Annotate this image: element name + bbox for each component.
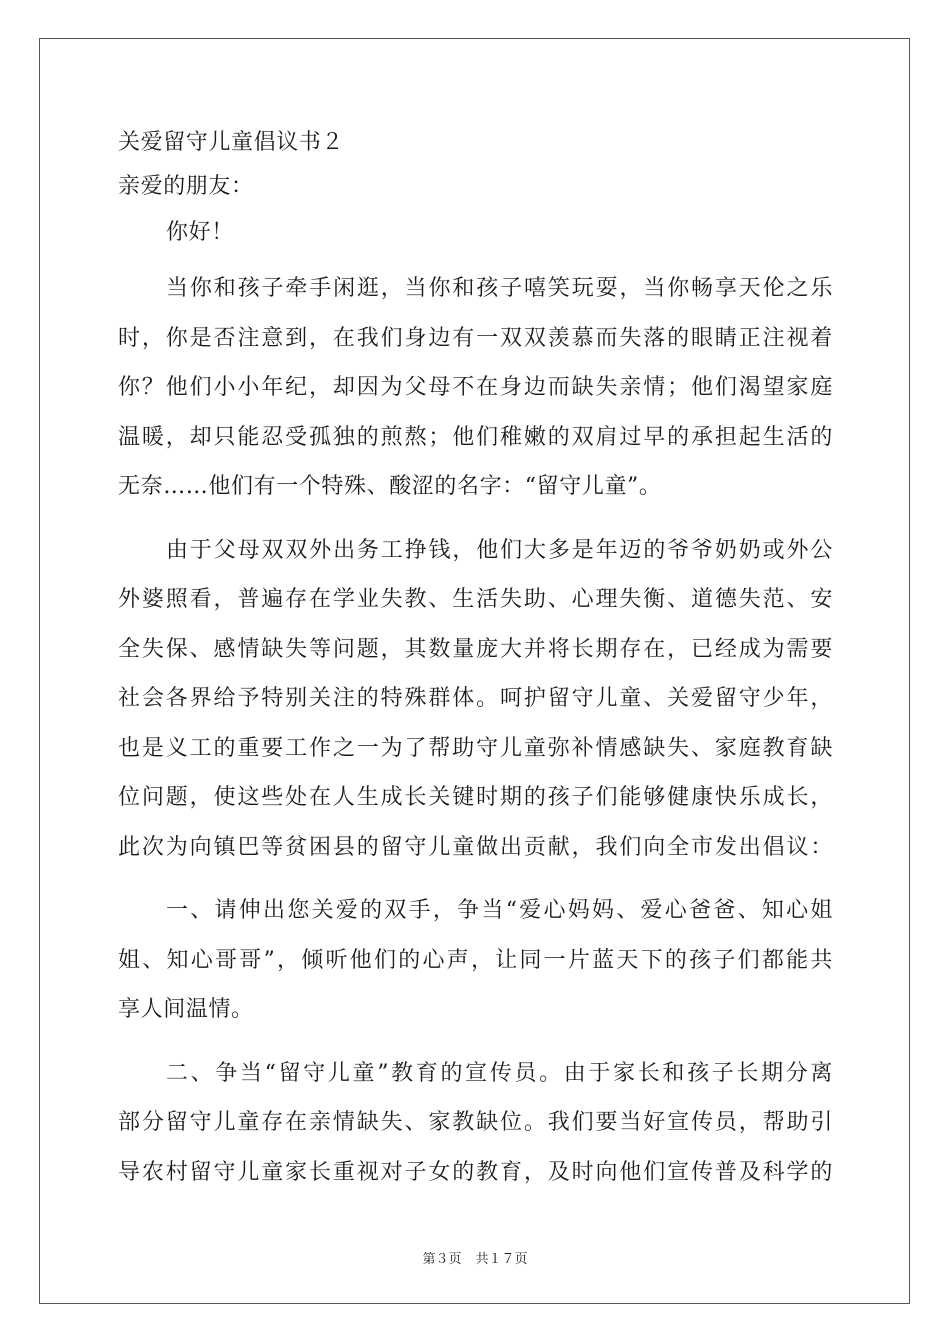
paragraph-line: 二、争当“留守儿童”教育的宣传员。由于家长和孩子长期分离 [166, 1060, 833, 1086]
greeting: 你好！ [166, 220, 234, 245]
paragraph-line: 也是义工的重要工作之一为了帮助守儿童弥补情感缺失、家庭教育缺 [118, 735, 833, 761]
paragraph-line: 部分留守儿童存在亲情缺失、家教缺位。我们要当好宣传员，帮助引 [118, 1110, 833, 1135]
paragraph-line: 一、请伸出您关爱的双手，争当“爱心妈妈、爱心爸爸、知心姐 [166, 898, 833, 923]
paragraph-line: 享人间温情。 [118, 997, 254, 1022]
paragraph-2 [118, 536, 833, 883]
paragraph-line: 无奈……他们有一个特殊、酸涩的名字：“留守儿童”。 [118, 474, 662, 499]
paragraph-line: 导农村留守儿童家长重视对子女的教育，及时向他们宣传普及科学的 [118, 1159, 833, 1185]
paragraph-line: 你？他们小小年纪，却因为父母不在身边而缺失亲情；他们渴望家庭 [118, 375, 833, 400]
paragraph-line: 社会各界给予特别关注的特殊群体。呵护留守儿童、关爱留守少年， [118, 686, 833, 711]
paragraph-line: 温暖，却只能忍受孤独的煎熬；他们稚嫩的双肩过早的承担起生活的 [118, 424, 833, 450]
paragraph-line: 位问题，使这些处在人生成长关键时期的孩子们能够健康快乐成长， [118, 785, 833, 810]
paragraph-line: 全失保、感情缺失等问题，其数量庞大并将长期存在，已经成为需要 [118, 636, 833, 662]
paragraph-line: 时，你是否注意到，在我们身边有一双双羡慕而失落的眼睛正注视着 [118, 325, 833, 351]
paragraph-3 [118, 896, 833, 1045]
page-number: 第３页 [422, 1252, 462, 1267]
page-total: 共１７页 [475, 1252, 528, 1267]
salutation: 亲爱的朋友： [118, 174, 254, 199]
page-footer [0, 1248, 950, 1267]
paragraph-4 [118, 1059, 833, 1208]
paragraph-1 [118, 274, 833, 522]
paragraph-line: 姐、知心哥哥”，倾听他们的心声，让同一片蓝天下的孩子们都能共 [118, 947, 833, 973]
paragraph-line: 此次为向镇巴等贫困县的留守儿童做出贡献，我们向全市发出倡议： [118, 834, 833, 860]
document-title: 关爱留守儿童倡议书２ [118, 130, 345, 155]
paragraph-line: 外婆照看，普遍存在学业失教、生活失助、心理失衡、道德失范、安 [118, 587, 833, 612]
paragraph-line: 当你和孩子牵手闲逛，当你和孩子嘻笑玩耍，当你畅享天伦之乐 [166, 276, 833, 301]
paragraph-line: 由于父母双双外出务工挣钱，他们大多是年迈的爷爷奶奶或外公 [166, 537, 833, 563]
document-body [118, 128, 833, 1207]
